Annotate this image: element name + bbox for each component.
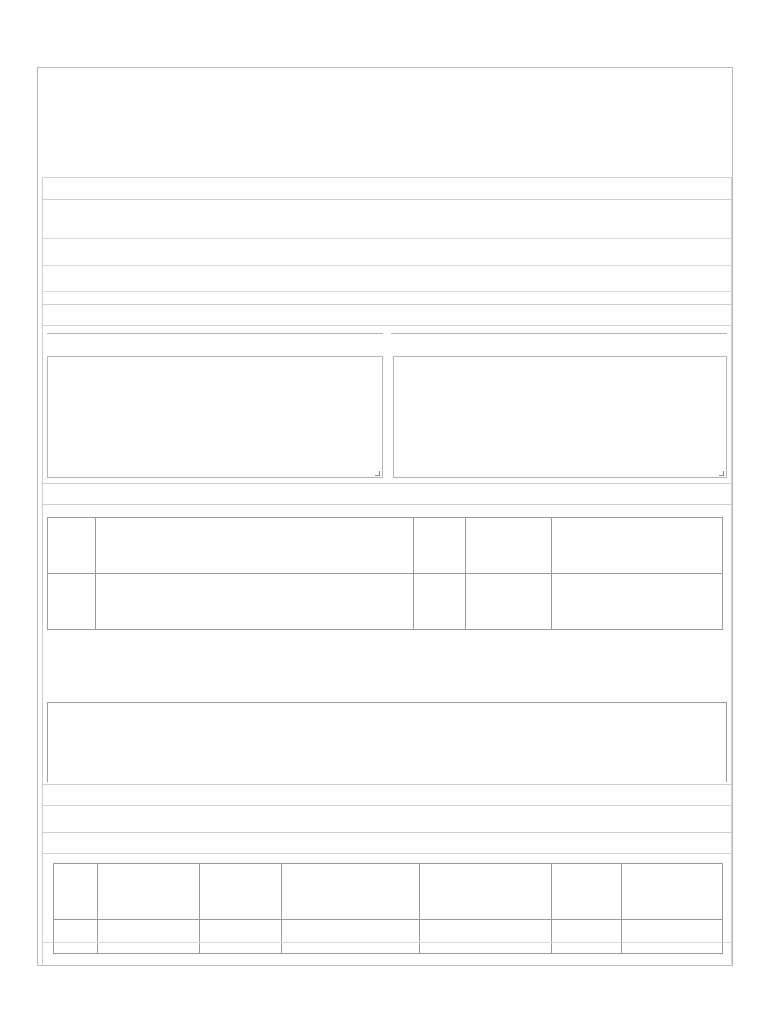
- header-product: [96, 518, 414, 574]
- totals-frame: [47, 702, 727, 782]
- section-eway-details-heading: [43, 178, 731, 200]
- goods-table: [47, 517, 723, 630]
- section-goods-heading: [43, 483, 731, 505]
- multi-veh-cell: [622, 920, 723, 954]
- to-label: [391, 333, 727, 353]
- cewb-cell: [552, 920, 622, 954]
- header-entered-date: [282, 864, 420, 920]
- header-multi-veh: [622, 864, 723, 920]
- header-vehicle: [98, 864, 200, 920]
- resize-grip-icon[interactable]: [719, 471, 724, 476]
- vehicle-mode-cell: [54, 920, 98, 954]
- table-row: [54, 920, 723, 954]
- resize-grip-icon[interactable]: [375, 471, 380, 476]
- header-mode: [54, 864, 98, 920]
- to-address-box[interactable]: [393, 356, 727, 478]
- header-taxable-amount: [466, 518, 552, 574]
- entered-date-cell: [282, 920, 420, 954]
- hsn-cell: [48, 574, 96, 630]
- quantity-cell: [414, 574, 466, 630]
- from-label: [47, 333, 383, 353]
- vehicle-no-cell: [98, 920, 200, 954]
- header-cewb: [552, 864, 622, 920]
- header-from: [200, 864, 282, 920]
- qr-code-icon: [636, 76, 730, 172]
- taxable-cell: [466, 574, 552, 630]
- vehicle-table: [53, 863, 723, 954]
- barcode-icon: [346, 825, 424, 862]
- section-address-heading: [43, 304, 731, 326]
- table-row: [48, 574, 723, 630]
- from-address-box[interactable]: [47, 356, 383, 478]
- vehicle-from-cell: [200, 920, 282, 954]
- header-hsn: [48, 518, 96, 574]
- section-transportation-heading: [43, 784, 731, 806]
- entered-by-cell: [420, 920, 552, 954]
- header-tax-rate: [552, 518, 723, 574]
- tax-rate-cell: [552, 574, 723, 630]
- header-entered-by: [420, 864, 552, 920]
- header-quantity: [414, 518, 466, 574]
- product-cell: [96, 574, 414, 630]
